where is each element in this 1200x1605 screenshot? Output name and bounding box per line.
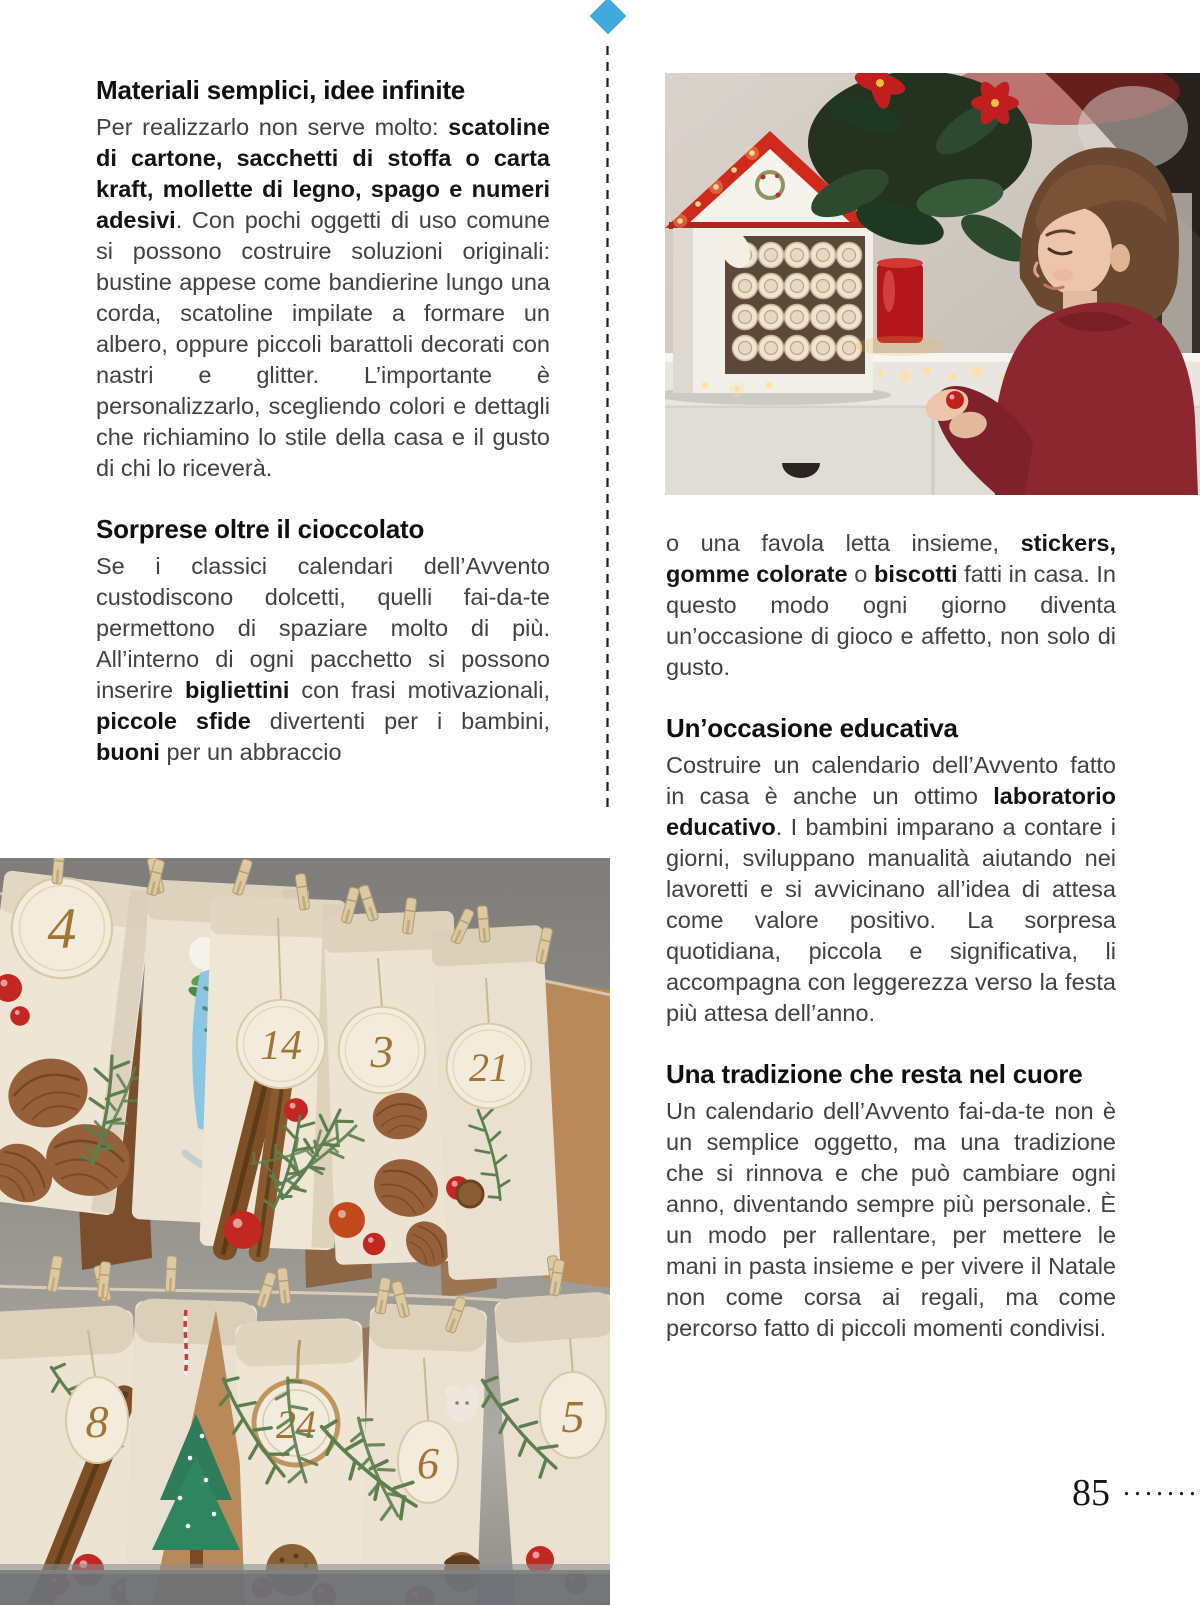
svg-text:6: 6 [417,1439,439,1488]
body-paragraph: Se i classici calendari dell’Avvento custodiscono dolcetti, quelli fai-da-te permettono di spaziare molto di più. All’interno di ogni pacchetto si possono inserire bigliettini con frasi motivazionali, piccole sfide divertenti per i bambini, buoni per un abbraccio [96,553,551,765]
animal-charm [445,1385,479,1422]
dashed-divider [606,46,609,814]
photo-child-advent-house [665,73,1200,495]
section-tradizione [666,1058,1116,1344]
section-materiali [96,74,550,484]
page-footer [1010,1466,1200,1520]
body-paragraph: Un calendario dell’Avvento fai-da-te non è un semplice oggetto, ma una tradizione che si rinnova e che può cambiare ogni anno, diventando sempre più personale. È un modo per rallentare, per mettere le mani in pasta insieme e per vivere il Natale non come corsa ai regali, ma come percorso fatto di piccoli momenti condivisi. [666,1098,1116,1341]
svg-text:4: 4 [47,896,77,961]
svg-text:21: 21 [469,1045,509,1090]
svg-text:3: 3 [370,1026,394,1077]
body-paragraph: Costruire un calendario dell’Avvento fatto in casa è anche un ottimo laboratorio educativo. I bambini imparano a contare i giorni, sviluppano manualità aiutando nei lavoretti e si avvicinano all’idea di attesa come valore positivo. La sorpresa quotidiana, piccola e significativa, li accompagna con leggerezza verso la festa più attesa dell’anno. [666,752,1116,1026]
section-heading: Una tradizione che resta nel cuore [666,1059,1083,1089]
section-heading: Un’occasione educativa [666,713,958,743]
page-number-dots: ....... [1123,1471,1200,1502]
paper-bag-row2-1 [0,1305,148,1605]
svg-text:8: 8 [85,1396,109,1447]
svg-text:5: 5 [561,1391,585,1442]
page-number: 85 [1072,1472,1110,1514]
wood-slice [457,1181,483,1207]
body-paragraph: Per realizzarlo non serve molto: scatoline di cartone, sacchetti di stoffa o carta kraft, mollette di legno, spago e numeri adesivi. Con pochi oggetti di uso comune si possono costruire soluzioni originali: bustine appese come bandierine lungo una corda, scatoline impilate a formare un albero, oppure piccoli barattoli decorati con nastri e glitter. L’importante è personalizzarlo, scegliendo colori e dettagli che richiamino lo stile della casa e il gusto di chi lo riceverà. [96,114,550,481]
left-column [96,74,550,768]
svg-text:24: 24 [276,1402,316,1447]
section-heading: Sorprese oltre il cioccolato [96,514,425,544]
svg-text:14: 14 [260,1023,302,1069]
orange-berry [329,1202,365,1238]
section-sorprese [96,513,550,768]
photo-advent-paper-bags [0,858,610,1605]
section-heading: Materiali semplici, idee infinite [96,75,466,105]
section-occasione-educativa [666,712,1116,1029]
diamond-ornament-icon [590,0,627,34]
right-column [666,528,1116,1344]
body-paragraph: o una favola letta insieme, stickers, gomme colorate o biscotti fatti in casa. In questo modo ogni giorno diventa un’occasione di gioco e affetto, non solo di gusto. [666,530,1116,680]
section-continuation [666,528,1116,683]
foreground-table-edge [0,1570,610,1605]
